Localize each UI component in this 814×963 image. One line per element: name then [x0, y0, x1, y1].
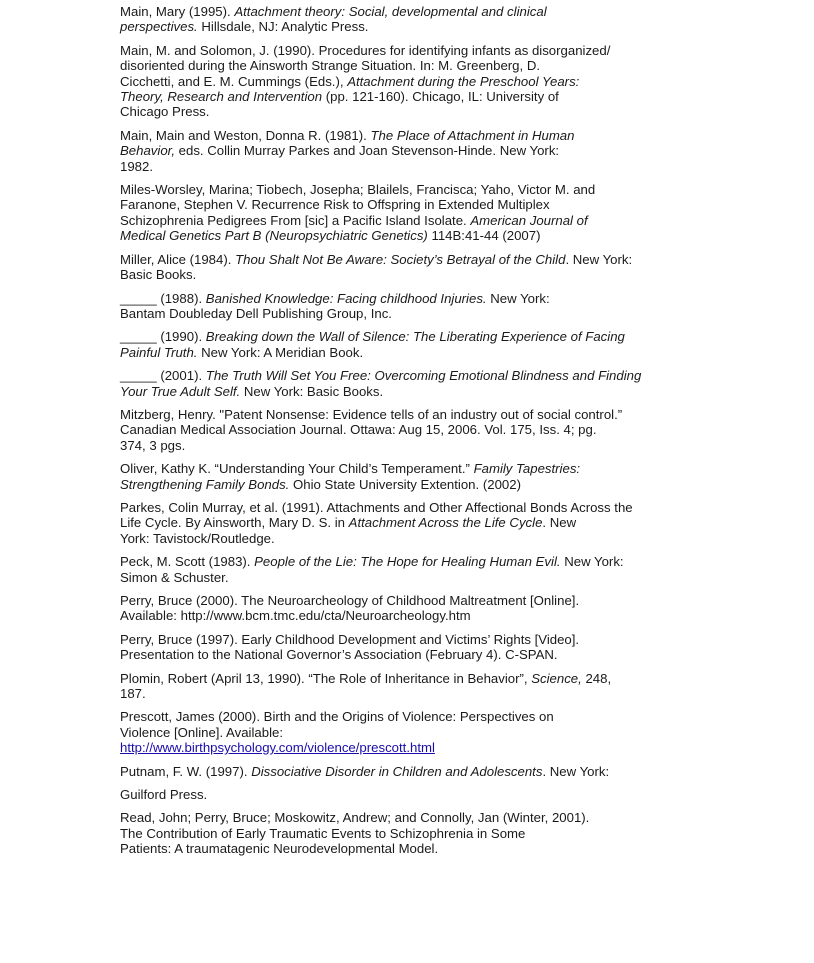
reference-text: 114B:41-44 (2007): [427, 228, 541, 244]
reference-text: New York:: [486, 290, 550, 306]
reference-line: [120, 515, 710, 531]
reference-entry: [120, 407, 710, 453]
reference-text: Peck, M. Scott (1983).: [120, 554, 255, 570]
reference-text: _____ (1988).: [120, 290, 206, 306]
reference-text: Hillsdale, NJ: Analytic Press.: [197, 19, 369, 35]
reference-line: [120, 305, 710, 321]
reference-title: Attachment Across the Life Cycle: [348, 515, 543, 531]
reference-text: 1982.: [120, 158, 154, 174]
reference-line: [120, 329, 710, 345]
reference-entry: [120, 593, 710, 624]
reference-entry: [120, 291, 710, 322]
reference-line: [120, 647, 710, 663]
reference-line: [120, 368, 710, 384]
reference-line: [120, 825, 710, 841]
reference-title: Theory, Research and Intervention: [120, 89, 323, 105]
reference-line: [120, 670, 710, 686]
reference-list: [120, 4, 710, 865]
reference-title: Painful Truth.: [120, 344, 198, 360]
reference-line: [120, 267, 710, 283]
reference-line: [120, 182, 710, 198]
reference-text: . New York:: [565, 251, 633, 267]
reference-text: Patients: A traumatagenic Neurodevelopmental Model.: [120, 841, 439, 857]
reference-text: 248,: [581, 670, 612, 686]
reference-title: Family Tapestries:: [473, 461, 581, 477]
reference-text: Ohio State University Extention. (2002): [289, 476, 521, 492]
reference-line: [120, 461, 710, 477]
reference-line: [120, 841, 710, 857]
reference-entry: [120, 368, 710, 399]
reference-line: [120, 4, 710, 19]
reference-entry: [120, 764, 710, 803]
reference-text: York: Tavistock/Routledge.: [120, 530, 275, 546]
reference-line: [120, 158, 710, 174]
reference-line: [120, 383, 710, 399]
reference-line: [120, 290, 710, 306]
reference-line: [120, 686, 710, 702]
reference-entry: [120, 461, 710, 492]
reference-text: Putnam, F. W. (1997).: [120, 763, 252, 779]
reference-text: Read, John; Perry, Bruce; Moskowitz, Andrew; and Connolly, Jan (Winter, 2001).: [120, 810, 590, 826]
reference-entry: [120, 43, 710, 120]
reference-title: The Truth Will Set You Free: Overcoming Emotional Blindness and Finding: [205, 368, 642, 384]
reference-text: Parkes, Colin Murray, et al. (1991). Attachments and Other Affectional Bonds Across the: [120, 499, 633, 515]
reference-text: The Contribution of Early Traumatic Events to Schizophrenia in Some: [120, 825, 526, 841]
reference-entry: [120, 182, 710, 244]
reference-entry: [120, 500, 710, 546]
reference-line: [120, 143, 710, 159]
reference-text: Mitzberg, Henry. "Patent Nonsense: Evidence tells of an industry out of social control.”: [120, 406, 623, 422]
reference-text: . New York:: [542, 763, 610, 779]
reference-line: [120, 406, 710, 422]
reference-line: [120, 763, 710, 779]
reference-text: New York: A Meridian Book.: [197, 344, 364, 360]
reference-line: [120, 437, 710, 453]
reference-line: [120, 787, 710, 803]
reference-title: Behavior,: [120, 143, 175, 159]
reference-line: [120, 228, 710, 244]
reference-line: [120, 344, 710, 360]
reference-line: [120, 197, 710, 213]
reference-line: [120, 476, 710, 492]
reference-entry: [120, 329, 710, 360]
reference-text: Oliver, Kathy K. “Understanding Your Child’s Temperament.”: [120, 461, 474, 477]
reference-text: . New: [542, 515, 577, 531]
reference-line: [120, 740, 710, 756]
reference-text: _____ (2001).: [120, 368, 206, 384]
reference-line: [120, 58, 710, 74]
reference-line: [120, 42, 710, 58]
reference-line: [120, 709, 710, 725]
reference-text: New York:: [560, 554, 624, 570]
reference-entry: [120, 632, 710, 663]
reference-entry: [120, 4, 710, 35]
reference-title: Your True Adult Self.: [120, 383, 241, 399]
reference-line: [120, 593, 710, 608]
reference-text: Perry, Bruce (2000). The Neuroarcheology of Childhood Maltreatment [Online].: [120, 593, 580, 608]
reference-line: [120, 104, 710, 120]
reference-text: Life Cycle. By Ainsworth, Mary D. S. in: [120, 515, 349, 531]
reference-text: Plomin, Robert (April 13, 1990). “The Role of Inheritance in Behavior”,: [120, 670, 532, 686]
reference-title: Breaking down the Wall of Silence: The Liberating Experience of Facing: [205, 329, 625, 345]
reference-line: [120, 212, 710, 228]
reference-text: Presentation to the National Governor’s Association (February 4). C-SPAN.: [120, 647, 558, 663]
reference-text: Violence [Online]. Available:: [120, 724, 284, 740]
reference-title: perspectives.: [120, 19, 198, 35]
reference-line: [120, 251, 710, 267]
reference-title: Banished Knowledge: Facing childhood Injuries.: [205, 290, 487, 306]
reference-entry: [120, 709, 710, 755]
reference-line: [120, 73, 710, 89]
reference-line: [120, 530, 710, 546]
reference-text: Main, Main and Weston, Donna R. (1981).: [120, 127, 371, 143]
reference-text: Main, Mary (1995).: [120, 4, 235, 19]
reference-text: Schizophrenia Pedigrees From [sic] a Pacific Island Isolate.: [120, 212, 471, 228]
reference-entry: [120, 810, 710, 856]
reference-text: Perry, Bruce (1997). Early Childhood Development and Victims’ Rights [Video].: [120, 631, 580, 647]
reference-line: [120, 422, 710, 438]
reference-text: disoriented during the Ainsworth Strange Situation. In: M. Greenberg, D.: [120, 58, 541, 74]
reference-text: Canadian Medical Association Journal. Ottawa: Aug 15, 2006. Vol. 175, Iss. 4; pg.: [120, 422, 597, 438]
reference-text: Miller, Alice (1984).: [120, 251, 236, 267]
reference-text: 374, 3 pgs.: [120, 437, 186, 453]
reference-title: Thou Shalt Not Be Aware: Society’s Betrayal of the Child: [235, 251, 566, 267]
reference-text: Cicchetti, and E. M. Cummings (Eds.),: [120, 73, 348, 89]
reference-text: Miles-Worsley, Marina; Tiobech, Josepha; Blailels, Francisca; Yaho, Victor M. and: [120, 182, 596, 198]
reference-line: [120, 810, 710, 826]
reference-title: Medical Genetics Part B (Neuropsychiatric Genetics): [120, 228, 428, 244]
reference-line: [120, 608, 710, 624]
reference-line: [120, 89, 710, 105]
reference-text: Faranone, Stephen V. Recurrence Risk to Offspring in Extended Multiplex: [120, 197, 550, 213]
reference-text: Guilford Press.: [120, 787, 208, 803]
reference-entry: [120, 671, 710, 702]
reference-title: People of the Lie: The Hope for Healing Human Evil.: [254, 554, 561, 570]
reference-line: [120, 499, 710, 515]
reference-text: (pp. 121-160). Chicago, IL: University of: [322, 89, 559, 105]
reference-line: [120, 631, 710, 647]
reference-title: Science,: [531, 670, 582, 686]
reference-line: [120, 569, 710, 585]
reference-text: New York: Basic Books.: [240, 383, 384, 399]
reference-line: [120, 127, 710, 143]
reference-entry: [120, 252, 710, 283]
reference-title: The Place of Attachment in Human: [370, 127, 575, 143]
reference-text: Basic Books.: [120, 267, 197, 283]
reference-text: Chicago Press.: [120, 104, 210, 120]
reference-line: [120, 554, 710, 570]
reference-title: Attachment theory: Social, developmental and clinical: [234, 4, 547, 19]
reference-text: 187.: [120, 686, 146, 702]
reference-title: Attachment during the Preschool Years:: [347, 73, 580, 89]
reference-text: eds. Collin Murray Parkes and Joan Stevenson-Hinde. New York:: [174, 143, 560, 159]
reference-title: Strengthening Family Bonds.: [120, 476, 290, 492]
reference-text: Simon & Schuster.: [120, 569, 229, 585]
reference-title: American Journal of: [470, 212, 588, 228]
reference-text: Bantam Doubleday Dell Publishing Group, Inc.: [120, 305, 392, 321]
reference-text: Available: http://www.bcm.tmc.edu/cta/Neuroarcheology.htm: [120, 608, 471, 624]
reference-text: _____ (1990).: [120, 329, 206, 345]
reference-entry: [120, 128, 710, 174]
reference-line: [120, 724, 710, 740]
reference-link[interactable]: http://www.birthpsychology.com/violence/prescott.html: [120, 740, 435, 756]
reference-title: Dissociative Disorder in Children and Adolescents: [251, 763, 543, 779]
reference-text: Prescott, James (2000). Birth and the Origins of Violence: Perspectives on: [120, 709, 554, 725]
reference-entry: [120, 554, 710, 585]
reference-text: Main, M. and Solomon, J. (1990). Procedures for identifying infants as disorganized/: [120, 42, 611, 58]
reference-line: [120, 19, 710, 35]
